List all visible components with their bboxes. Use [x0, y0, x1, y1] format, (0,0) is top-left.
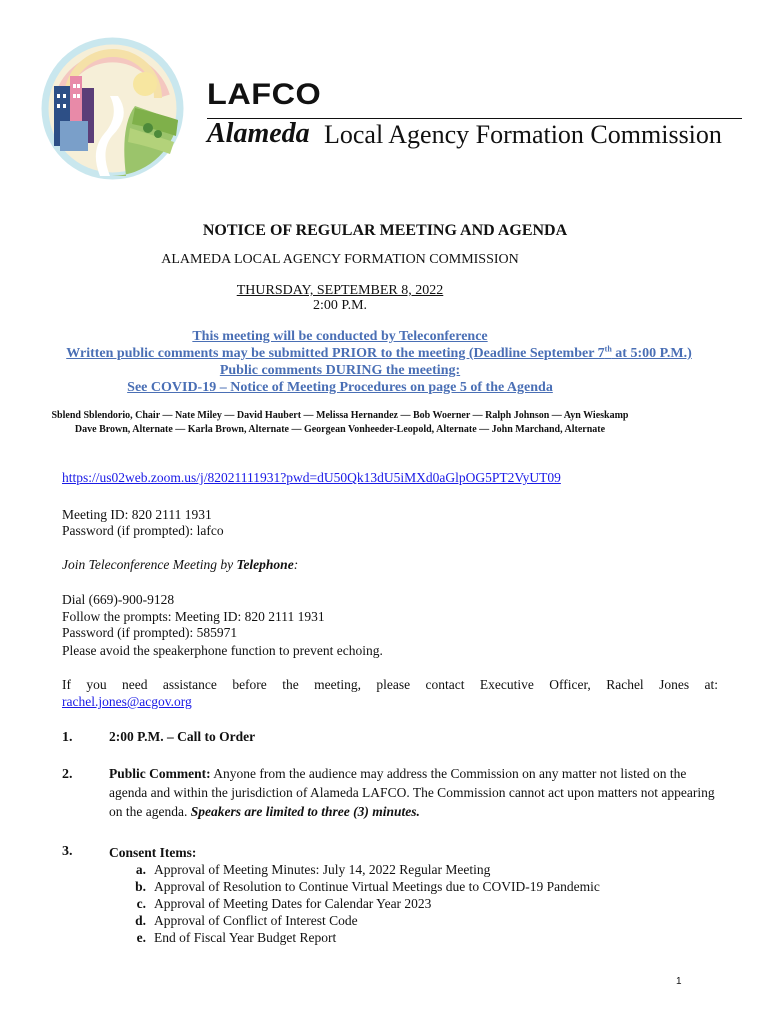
notice-title: NOTICE OF REGULAR MEETING AND AGENDA — [202, 222, 568, 239]
consent-subitem — [109, 878, 719, 895]
dial-number: Dial (669)-900-9128 — [62, 592, 175, 607]
teleconference-notice[interactable] — [0, 327, 725, 345]
agenda-item-number: 2. — [62, 767, 73, 782]
consent-subitem — [109, 929, 719, 946]
join-colon: : — [293, 557, 299, 572]
join-text: Join Teleconference Meeting by — [62, 557, 237, 572]
join-telephone-label: Telephone — [236, 557, 294, 572]
organization-name: ALAMEDA LOCAL AGENCY FORMATION COMMISSION — [161, 252, 519, 267]
commissioners-list: Sblend Sblendorio, Chair — Nate Miley — David Haubert — Melissa Hernandez — Bob Woerner — Ralph Johnson — Ayn Wieskamp — [51, 410, 629, 421]
speakerphone-note: Please avoid the speakerphone function to prevent echoing. — [62, 643, 383, 658]
subitem-text: Approval of Meeting Minutes: July 14, 2022 Regular Meeting — [154, 862, 491, 877]
speaker-limit-note: Speakers are limited to three (3) minutes. — [190, 804, 420, 819]
lafco-wordmark: LAFCO — [207, 78, 322, 111]
consent-items-label: Consent Items: — [109, 845, 197, 860]
written-comments-text: Written public comments may be submitted PRIOR to the meeting (Deadline September 7 — [66, 346, 605, 361]
public-comments-notice[interactable] — [0, 361, 725, 379]
teleconference-link[interactable]: This meeting will be conducted by Teleconference — [192, 329, 488, 344]
subitem-text: End of Fiscal Year Budget Report — [154, 930, 337, 945]
meeting-id: Meeting ID: 820 2111 1931 — [62, 507, 212, 522]
meeting-date — [0, 283, 725, 299]
agenda-item-public-comment — [109, 764, 719, 821]
written-comments-deadline: at 5:00 P.M.) — [611, 346, 692, 361]
covid-procedures-notice[interactable] — [0, 378, 725, 396]
subitem-text: Approval of Conflict of Interest Code — [154, 913, 358, 928]
assistance-note: If you need assistance before the meeting, please contact Executive Officer, Rachel Jones at: — [62, 677, 718, 692]
written-comments-notice[interactable] — [0, 344, 764, 362]
follow-prompts: Follow the prompts: Meeting ID: 820 2111 1931 — [62, 609, 325, 624]
join-by-telephone — [62, 557, 298, 574]
subitem-text: Approval of Meeting Dates for Calendar Year 2023 — [154, 896, 432, 911]
subitem-letter: c. — [136, 896, 146, 911]
subitem-letter: a. — [135, 862, 146, 877]
written-comments-link[interactable] — [66, 346, 692, 361]
date-ordinal: th — [604, 344, 612, 354]
consent-subitem — [109, 861, 719, 878]
agenda-item-number: 1. — [62, 730, 73, 745]
consent-subitem — [109, 912, 719, 929]
agenda-item-consent — [109, 844, 719, 946]
agenda-item-call-to-order: 2:00 P.M. – Call to Order — [109, 729, 256, 744]
zoom-meeting-link[interactable]: https://us02web.zoom.us/j/82021111931?pwd=dU50Qk13dU5iMXd0aGlpOG5PT2VyUT09 — [62, 470, 561, 485]
alameda-script-logo: Alameda — [207, 118, 310, 149]
agenda-item-number: 3. — [62, 844, 73, 859]
meeting-date-text: THURSDAY, SEPTEMBER 8, 2022 — [236, 283, 444, 298]
public-comment-text: Anyone from the audience may address the Commission on any matter not listed on the agenda and within the jurisdiction of Alameda LAFCO. The Commission cannot act upon matters not appearing on the agenda. — [109, 766, 715, 819]
lafco-logo — [40, 36, 185, 181]
meeting-password: Password (if prompted): lafco — [62, 523, 224, 538]
public-comment-label: Public Comment: — [109, 766, 211, 781]
covid-procedures-link[interactable]: See COVID-19 – Notice of Meeting Procedures on page 5 of the Agenda — [127, 380, 553, 395]
consent-subitem — [109, 895, 719, 912]
contact-email-link[interactable]: rachel.jones@acgov.org — [62, 694, 192, 709]
subitem-text: Approval of Resolution to Continue Virtual Meetings due to COVID-19 Pandemic — [154, 879, 600, 894]
subitem-letter: e. — [136, 930, 146, 945]
alternates-list: Dave Brown, Alternate — Karla Brown, Alternate — Georgean Vonheeder-Leopold, Alternate — John Marchand, Alternate — [74, 424, 606, 435]
meeting-time: 2:00 P.M. — [312, 298, 368, 313]
commission-name: Local Agency Formation Commission — [324, 120, 722, 149]
subitem-letter: b. — [135, 879, 146, 894]
page-number: 1 — [676, 976, 682, 987]
public-comments-link[interactable]: Public comments DURING the meeting: — [219, 363, 461, 378]
telephone-password: Password (if prompted): 585971 — [62, 625, 238, 640]
subitem-letter: d. — [135, 913, 146, 928]
